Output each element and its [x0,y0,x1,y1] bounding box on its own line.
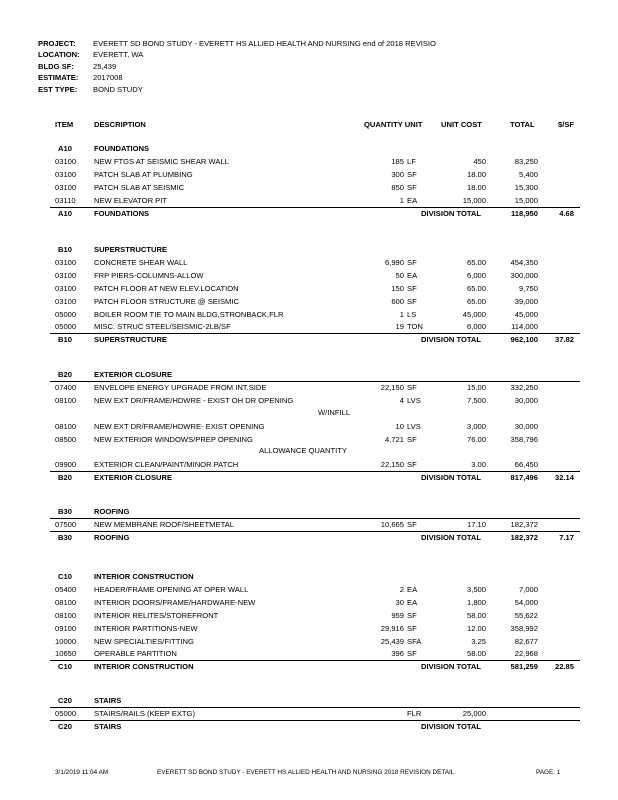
item-note: W/INFILL [318,407,351,417]
item-unit-cost: 58.00 [466,649,486,659]
item-code: 03110 [55,195,76,205]
item-quantity: 396 [391,649,404,659]
line-item [0,270,618,281]
item-description: NEW EXTERIOR WINDOWS/PREP OPENING [94,434,253,444]
header-location [38,49,473,60]
footer-date: 3/1/2019 11:04 AM [55,769,109,776]
item-code: 09100 [55,623,77,633]
item-unit: LS [407,309,417,319]
item-unit: SF [407,434,417,444]
division-code: C10 [58,662,72,672]
header-est-type [38,84,473,95]
item-unit-cost: 3.25 [471,636,486,646]
division-total: 817,496 [510,473,538,483]
section-c20 [0,695,618,747]
header-value: BOND STUDY [93,84,143,94]
item-code: 03100 [55,257,77,267]
item-description: PATCH FLOOR STRUCTURE @ SEISMIC [94,296,239,306]
division-total: 962,100 [510,335,538,345]
item-quantity: 1 [399,309,404,319]
item-total: 358,992 [510,623,538,633]
division-per-sf: 4.68 [559,208,574,218]
item-unit-cost: 3,000 [466,421,486,431]
item-unit-cost: 18.00 [466,182,486,192]
item-unit-cost: 18.00 [466,169,486,179]
section-title: STAIRS [94,696,122,705]
line-item [0,296,618,307]
item-total: 22,968 [514,649,538,659]
header-label: ESTIMATE: [38,73,79,83]
item-unit-cost: 45,000 [462,309,486,319]
division-per-sf: 7.17 [559,532,574,542]
line-item [0,156,618,167]
column-headers [0,119,618,129]
item-total: 300,000 [510,270,538,280]
line-item [0,648,618,659]
item-unit-cost: 6,000 [466,322,486,332]
item-unit: EA [407,597,418,607]
item-unit: SF [407,610,417,620]
division-total-label: DIVISION TOTAL [421,335,482,345]
division-code: B30 [58,532,72,542]
division-code: C20 [58,721,72,731]
line-item [0,636,618,647]
item-code: 08100 [55,597,77,607]
item-total: 114,000 [511,322,538,332]
footer-title: EVERETT SD BOND STUDY - EVERETT HS ALLIED HEALTH AND NURSING 2018 REVISION DETAIL [157,769,455,776]
item-total: 9,750 [518,283,538,293]
item-description: PATCH SLAB AT SEISMIC [94,182,185,192]
division-title: INTERIOR CONSTRUCTION [94,662,194,672]
item-unit: SF [407,169,417,179]
section-b10 [0,244,618,360]
section-c10 [0,571,618,687]
line-item [0,434,618,445]
division-title: STAIRS [94,721,122,731]
section-b30 [0,506,618,558]
item-unit: LF [407,156,416,166]
item-total: 182,372 [510,519,538,529]
section-code: B10 [58,245,72,254]
item-code: 05400 [55,584,77,594]
item-description: NEW MEMBRANE ROOF/SHEETMETAL [94,519,234,529]
item-description: STAIRS/RAILS (KEEP EXTG) [94,708,195,718]
section-top-rule [50,381,580,382]
item-total: 66,450 [514,460,538,470]
item-unit: SF [407,649,417,659]
item-unit-cost: 25,000 [462,708,486,718]
header-value: EVERETT, WA [93,50,144,60]
line-item [0,321,618,332]
col-description: DESCRIPTION [94,120,146,129]
item-unit: LVS [407,421,421,431]
header-bldg-sf [38,61,473,72]
item-code: 10000 [55,636,77,646]
section-code: B20 [58,370,72,379]
header-estimate [38,72,473,83]
division-per-sf: 37.82 [554,335,574,345]
item-code: 08100 [55,421,77,431]
item-code: 07500 [55,519,77,529]
section-title: FOUNDATIONS [94,144,150,153]
section-code: A10 [58,144,72,153]
item-unit-cost: 76.00 [466,434,486,444]
item-unit-cost: 15,000 [462,195,486,205]
header-project [38,38,473,49]
division-total-label: DIVISION TOTAL [421,208,482,218]
item-code: 08500 [55,434,77,444]
item-note: ALLOWANCE QUANTITY [259,446,347,456]
item-description: NEW SPECIALTIES/FITTING [94,636,194,646]
item-description: HEADER/FRAME OPENING AT OPER WALL [94,584,249,594]
header-value: EVERETT SD BOND STUDY - EVERETT HS ALLIED HEALTH AND NURSING end of 2018 REVISIO [93,39,436,48]
division-total: 118,950 [510,208,538,218]
item-description: MISC. STRUC STEEL/SEISMIC-2LB/SF [94,322,231,332]
header-label: BLDG SF: [38,61,74,71]
item-total: 454,350 [510,257,538,267]
division-per-sf: 32.14 [554,473,574,483]
division-per-sf [548,721,574,732]
section-title: SUPERSTRUCTURE [94,245,167,254]
division-total-label: DIVISION TOTAL [421,721,482,731]
section-title: ROOFING [94,507,130,516]
division-title: FOUNDATIONS [94,208,150,218]
item-code: 10650 [55,649,77,659]
item-unit: SF [407,623,417,633]
item-quantity: 850 [391,182,404,192]
item-unit: FLR [407,708,422,718]
item-description: PATCH FLOOR AT NEW ELEV.LOCATION [94,283,239,293]
item-quantity: 185 [391,156,404,166]
item-quantity: 22,150 [380,382,404,392]
section-code: C20 [58,696,72,705]
item-quantity: 30 [395,597,404,607]
item-total: 358,796 [510,434,538,444]
col-total: TOTAL [510,120,535,129]
line-item [0,182,618,193]
item-description: ENVELOPE ENERGY UPGRADE FROM INT.SIDE [94,382,267,392]
item-unit-cost: 17.10 [466,519,486,529]
line-item [0,610,618,621]
section-title: EXTERIOR CLOSURE [94,370,173,379]
division-code: B20 [58,473,72,483]
header-value: 2017008 [93,73,123,83]
item-code: 03100 [55,169,77,179]
header-label: LOCATION: [38,50,80,60]
line-item [0,395,618,406]
item-total: 82,677 [514,636,538,646]
estimate-header [38,38,473,95]
item-description: OPERABLE PARTITION [94,649,177,659]
item-description: PATCH SLAB AT PLUMBING [94,169,193,179]
item-unit-cost: 6,000 [466,270,486,280]
item-quantity: 22,150 [380,460,404,470]
item-total: 45,000 [514,309,538,319]
item-quantity: 10 [395,421,404,431]
line-item [0,169,618,180]
item-description: NEW FTGS AT SEISMIC SHEAR WALL [94,156,229,166]
item-quantity: 959 [391,610,404,620]
col-unit-cost: UNIT COST [441,120,482,129]
section-b20 [0,369,618,483]
line-item [0,459,618,470]
item-total: 55,622 [514,610,538,620]
header-value: 25,439 [93,61,117,71]
item-unit-cost: 65.00 [466,283,486,293]
section-code: C10 [58,572,72,581]
division-code: A10 [58,208,72,218]
item-total: 30,000 [514,421,538,431]
item-total: 332,250 [510,382,538,392]
item-unit: SF [407,283,417,293]
item-quantity: 50 [395,270,404,280]
item-code: 08100 [55,395,77,405]
section-code: B30 [58,507,72,516]
division-code: B10 [58,335,72,345]
item-total: 39,000 [514,296,538,306]
item-quantity: 29,916 [380,623,404,633]
item-quantity: 2 [399,584,404,594]
item-unit-cost: 12.00 [466,623,486,633]
line-item [0,597,618,608]
item-code: 05000 [55,708,77,718]
item-unit-cost: 1,800 [466,597,486,607]
item-description: BOILER ROOM TIE TO MAIN BLDG,STRONBACK,FLR [94,309,284,319]
header-label: EST TYPE: [38,84,78,94]
item-description: FRP PIERS-COLUMNS-ALLOW [94,270,204,280]
item-quantity: 300 [391,169,404,179]
item-unit: SF [407,257,417,267]
item-code: 03100 [55,182,77,192]
col-quantity-unit: QUANTITY UNIT [364,120,423,129]
division-total [492,721,538,732]
item-unit: SF [407,182,417,192]
item-total: 7,000 [518,584,538,594]
item-total: 5,400 [518,169,538,179]
item-unit: SF [407,296,417,306]
footer-page: PAGE: 1 [536,769,561,776]
item-quantity: 19 [395,322,404,332]
item-quantity [370,708,404,719]
item-description: NEW EXT DR/FRAME/HDWRE - EXIST OH DR OPENING [94,395,294,405]
line-item [0,519,618,530]
item-unit-cost: 3,500 [466,584,486,594]
item-quantity: 6,990 [384,257,404,267]
division-total-label: DIVISION TOTAL [421,532,482,542]
item-description: INTERIOR RELITES/STOREFRONT [94,610,219,620]
line-item [0,257,618,268]
item-unit: EA [407,270,418,280]
item-code: 03100 [55,283,77,293]
item-unit: SF [407,382,417,392]
section-title: INTERIOR CONSTRUCTION [94,572,194,581]
item-quantity: 1 [399,195,404,205]
division-per-sf: 22.85 [554,662,574,672]
item-unit-cost: 3.00 [471,460,486,470]
line-item [0,421,618,432]
item-unit-cost: 65.00 [466,257,486,267]
division-total: 182,372 [510,532,538,542]
item-unit-cost: 58.00 [466,610,486,620]
line-item [0,309,618,320]
item-code: 03100 [55,296,77,306]
item-description: EXTERIOR CLEAN/PAINT/MINOR PATCH [94,460,239,470]
col-per-sf: $/SF [558,120,575,129]
item-unit: SFA [407,636,422,646]
line-item [0,283,618,294]
item-unit: TON [407,322,423,332]
item-unit: EA [407,195,418,205]
item-total: 83,250 [514,156,538,166]
item-quantity: 4 [399,395,404,405]
division-total-label: DIVISION TOTAL [421,473,482,483]
item-total: 15,000 [514,195,538,205]
item-description: INTERIOR PARTITIONS-NEW [94,623,198,633]
item-quantity: 4,721 [384,434,404,444]
item-total: 30,000 [514,395,538,405]
line-item [0,382,618,393]
division-title: EXTERIOR CLOSURE [94,473,173,483]
item-unit: LVS [407,395,421,405]
division-title: ROOFING [94,532,130,542]
line-item [0,195,618,206]
section-a10 [0,143,618,233]
division-total-label: DIVISION TOTAL [421,662,482,672]
division-total: 581,259 [510,662,538,672]
item-unit: EA [407,584,418,594]
item-quantity: 600 [391,296,404,306]
section-top-rule [50,518,580,519]
item-code: 05000 [55,322,77,332]
item-total: 15,300 [514,182,538,192]
item-code: 07400 [55,382,77,392]
item-description: NEW ELEVATOR PIT [94,195,167,205]
item-unit: SF [407,519,417,529]
item-description: CONCRETE SHEAR WALL [94,257,188,267]
item-quantity: 25,439 [380,636,404,646]
item-code: 03100 [55,270,77,280]
item-quantity: 150 [391,283,404,293]
item-quantity: 10,665 [380,519,404,529]
line-item [0,584,618,595]
item-total [492,708,538,719]
item-description: INTERIOR DOORS/FRAME/HARDWARE-NEW [94,597,256,607]
item-total: 54,000 [514,597,538,607]
item-code: 05000 [55,309,77,319]
division-title: SUPERSTRUCTURE [94,335,167,345]
header-label: PROJECT: [38,39,76,48]
item-unit: SF [407,460,417,470]
item-unit-cost: 65.00 [466,296,486,306]
line-item [0,623,618,634]
item-unit-cost: 7,500 [466,395,486,405]
section-top-rule [50,707,580,708]
item-code: 08100 [55,610,77,620]
item-code: 03100 [55,156,77,166]
col-item: ITEM [55,120,74,129]
item-unit-cost: 450 [473,156,486,166]
item-code: 09900 [55,460,77,470]
item-unit-cost: 15.00 [466,382,486,392]
item-description: NEW EXT DR/FRAME/HDWRE- EXIST OPENING [94,421,265,431]
line-item [0,708,618,719]
